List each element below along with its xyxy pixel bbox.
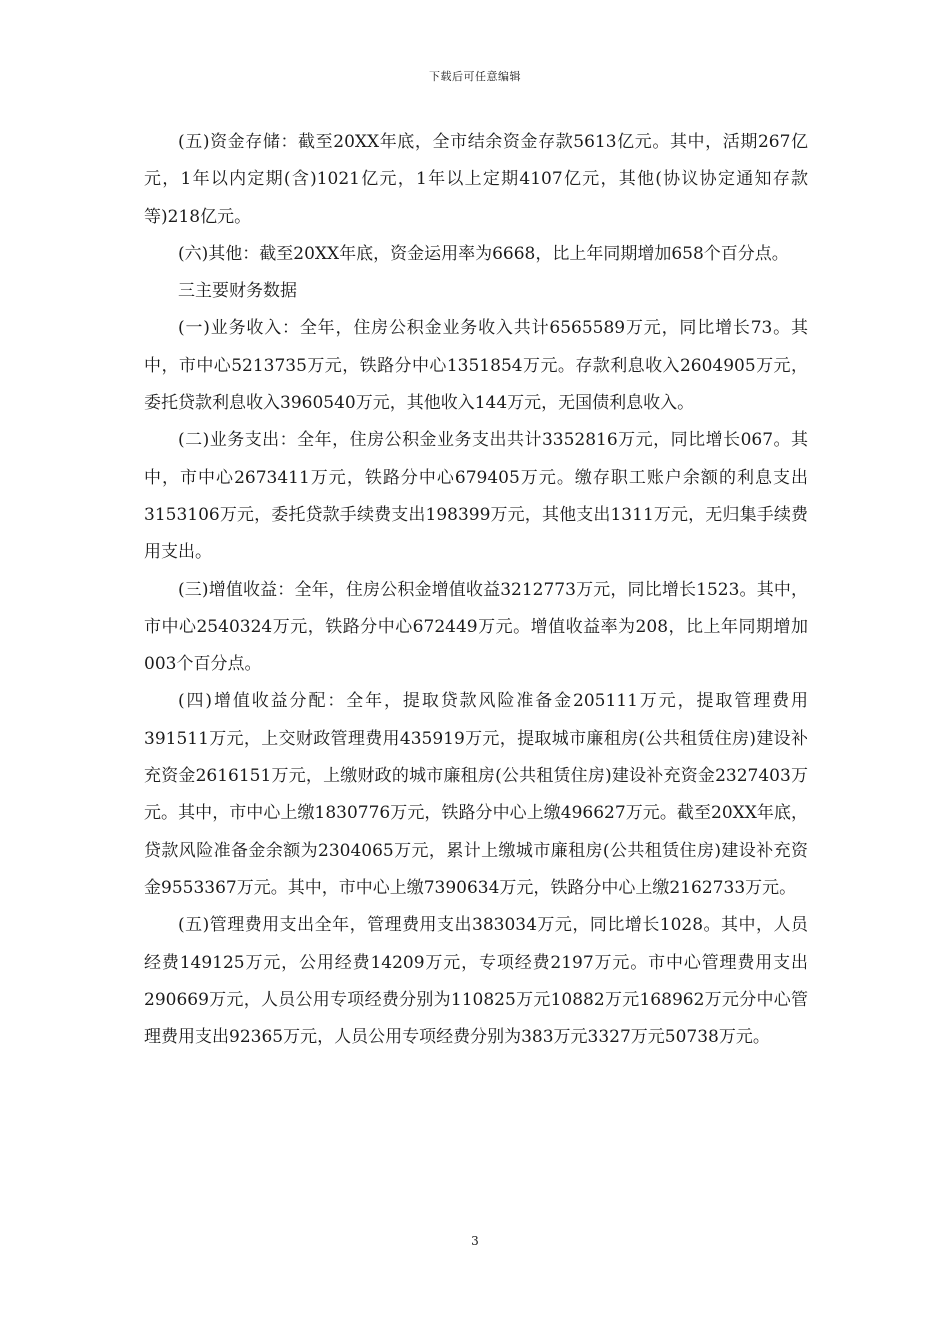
page-number: 3 <box>471 1234 479 1248</box>
paragraph-business-income: (一)业务收入：全年，住房公积金业务收入共计6565589万元，同比增长73。其中，市中心5213735万元，铁路分中心1351854万元。存款利息收入2604905万元，委托贷款利息收入3960540万元，其他收入144万元，无国债利息收入。 <box>144 318 808 414</box>
page-header-note: 下载后可任意编辑 <box>429 70 521 83</box>
section-heading-financial-data: 三主要财务数据 <box>178 281 297 302</box>
paragraph-value-added-income: (三)增值收益：全年，住房公积金增值收益3212773万元，同比增长1523。其中，市中心2540324万元，铁路分中心672449万元。增值收益率为208，比上年同期增加003个百分点。 <box>144 579 808 675</box>
paragraph-business-expense: (二)业务支出：全年，住房公积金业务支出共计3352816万元，同比增长067。其中，市中心2673411万元，铁路分中心679405万元。缴存职工账户余额的利息支出3153106万元，委托贷款手续费支出198399万元，其他支出1311万元，无归集手续费用支出。 <box>144 430 808 563</box>
paragraph-management-expense: (五)管理费用支出全年，管理费用支出383034万元，同比增长1028。其中，人员经费149125万元，公用经费14209万元，专项经费2197万元。市中心管理费用支出290669万元，人员公用专项经费分别为110825万元10882万元168962万元分中心管理费用支出92365万元，人员公用专项经费分别为383万元3327万元50738万元。 <box>144 915 808 1048</box>
paragraph-other: (六)其他：截至20XX年底，资金运用率为6668，比上年同期增加658个百分点。 <box>178 243 789 264</box>
document-body <box>144 124 808 1056</box>
paragraph-fund-storage: (五)资金存储：截至20XX年底，全市结余资金存款5613亿元。其中，活期267亿元，1年以内定期(含)1021亿元，1年以上定期4107亿元，其他(协议协定通知存款等)218亿元。 <box>144 132 808 227</box>
paragraph-income-distribution: (四)增值收益分配：全年，提取贷款风险准备金205111万元，提取管理费用391511万元，上交财政管理费用435919万元，提取城市廉租房(公共租赁住房)建设补充资金2616151万元，上缴财政的城市廉租房(公共租赁住房)建设补充资金2327403万元。其中，市中心上缴1830776万元，铁路分中心上缴496627万元。截至20XX年底，贷款风险准备金余额为2304065万元，累计上缴城市廉租房(公共租赁住房)建设补充资金9553367万元。其中，市中心上缴7390634万元，铁路分中心上缴2162733万元。 <box>144 691 808 898</box>
